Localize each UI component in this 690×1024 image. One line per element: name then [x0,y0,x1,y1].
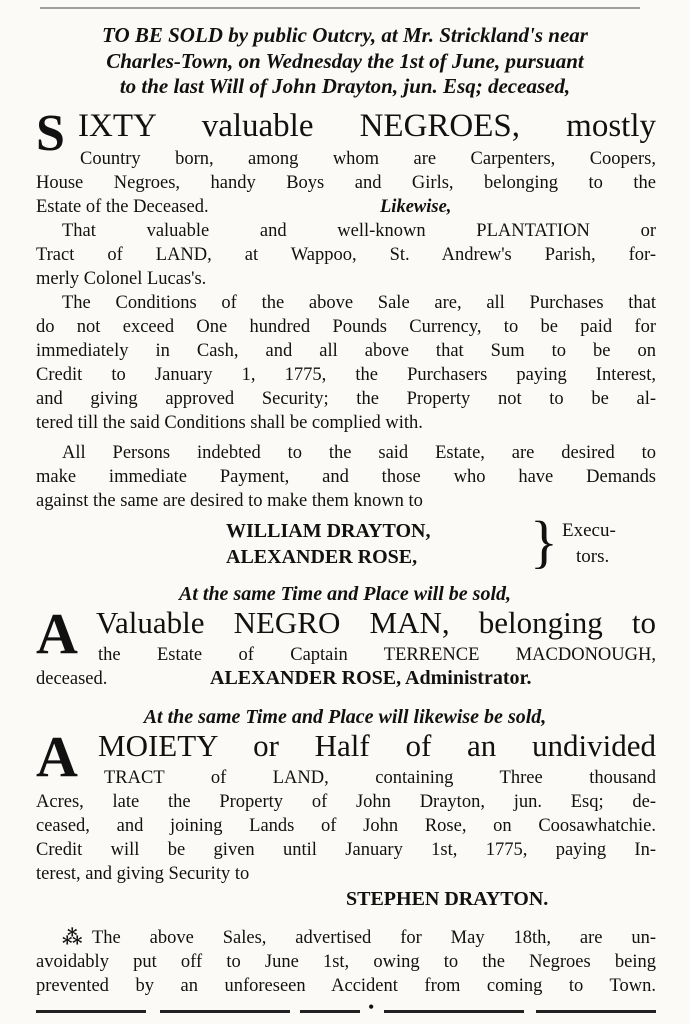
sale-heading-line-3: to the last Will of John Drayton, jun. Esq; deceased, [119,74,571,98]
administrator-signature: ALEXANDER ROSE, Administrator. [210,667,532,689]
negro-man-deceased: deceased. [36,669,108,689]
executor-role-1: Execu- [562,520,616,541]
moiety-signature: STEPHEN DRAYTON. [346,888,549,910]
debtors-line: against the same are desired to make them known to [36,491,423,511]
body-line: Country born, among whom are Carpenters, Coopers, [80,149,656,169]
bottom-rule-segment [384,1010,524,1013]
negro-man-estate-line: the Estate of Captain TERRENCE MACDONOUGH, [98,645,656,665]
sixty-headline: IXTY valuable NEGROES, mostly [78,108,656,144]
moiety-line: ceased, and joining Lands of John Rose, on Coosawhatchie. [36,816,656,836]
notice-line: avoidably put off to June 1st, owing to the Negroes being [36,952,656,972]
moiety-line: Acres, late the Property of John Drayton, jun. Esq; de- [36,792,656,812]
conditions-line: Credit to January 1, 1775, the Purchasers paying Interest, [36,365,656,385]
conditions-line: tered till the said Conditions shall be complied with. [36,413,423,433]
asterism-icon: ⁂ [62,927,83,949]
moiety-headline: MOIETY or Half of an undivided [98,728,656,763]
negro-man-headline: Valuable NEGRO MAN, belonging to [96,605,656,640]
drop-cap-s: S [36,105,65,162]
bottom-rule-segment [36,1010,146,1013]
moiety-line: TRACT of LAND, containing Three thousand [104,768,656,788]
bottom-rule-segment [536,1010,656,1013]
conditions-line: immediately in Cash, and all above that Sum to be on [36,341,656,361]
sale-heading-line-1: TO BE SOLD by public Outcry, at Mr. Strickland's near [102,23,588,47]
conditions-line: and giving approved Security; the Property not to be al- [36,389,656,409]
executor-name-1: WILLIAM DRAYTON, [226,520,431,542]
plantation-line: That valuable and well-known PLANTATION or [62,221,656,241]
body-line: House Negroes, handy Boys and Girls, belonging to the [36,173,656,193]
top-border-line [40,7,640,9]
executor-name-2: ALEXANDER ROSE, [226,546,418,568]
executor-role-2: tors. [576,546,610,567]
third-sale-intro: At the same Time and Place will likewise be sold, [143,706,547,728]
body-line: Tract of LAND, at Wappoo, St. Andrew's Parish, for- [36,245,656,265]
sale-heading-line-2: Charles-Town, on Wednesday the 1st of June, pursuant [106,49,584,73]
debtors-line: make immediate Payment, and those who have Demands [36,467,656,487]
drop-cap-a: A [36,724,78,789]
moiety-line: Credit will be given until January 1st, 1775, paying In- [36,840,656,860]
moiety-line: terest, and giving Security to [36,864,250,884]
bottom-rule-segment [300,1010,360,1013]
debtors-line: All Persons indebted to the said Estate, are desired to [62,443,656,463]
likewise-label: Likewise, [380,197,452,217]
notice-line: prevented by an unforeseen Accident from coming to Town. [36,976,656,996]
bottom-rule-ornament: • [368,997,375,1017]
second-sale-intro: At the same Time and Place will be sold, [178,583,511,605]
conditions-line: do not exceed One hundred Pounds Currency, to be paid for [36,317,656,337]
conditions-line: The Conditions of the above Sale are, all Purchases that [62,293,656,313]
estate-line: Estate of the Deceased. [36,197,209,217]
brace-glyph: } [530,509,558,574]
bottom-rule-segment [160,1010,290,1013]
body-line: merly Colonel Lucas's. [36,269,207,289]
notice-line: The above Sales, advertised for May 18th, are un- [92,928,656,948]
drop-cap-a: A [36,601,78,666]
